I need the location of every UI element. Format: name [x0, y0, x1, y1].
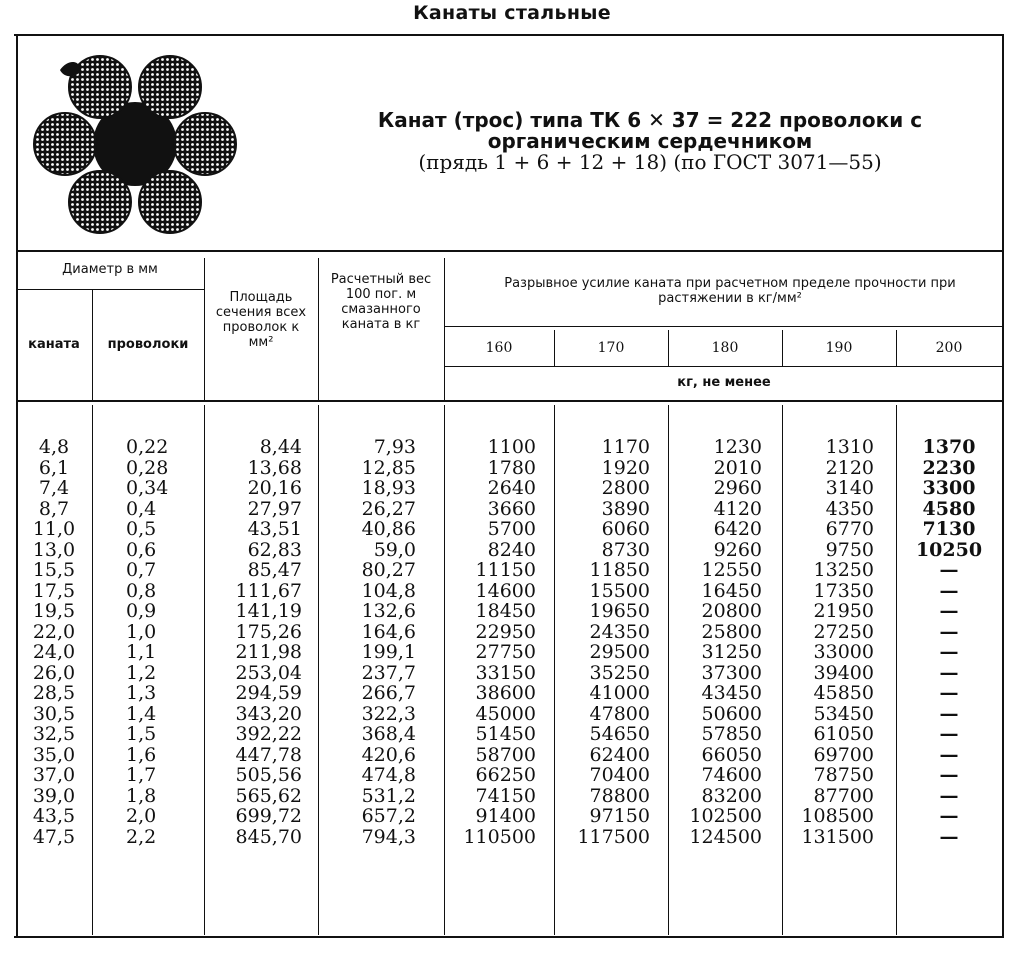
- cell-rope: 35,0: [32, 743, 76, 766]
- body-vrule-8: [896, 405, 897, 935]
- cell-wire: 1,8: [126, 784, 157, 807]
- cell-f200: —: [939, 620, 959, 643]
- cell-f170: 41000: [589, 682, 650, 704]
- cell-f190: 2120: [825, 456, 874, 479]
- cell-f170: 1170: [601, 436, 650, 458]
- cell-f190: 87700: [813, 784, 874, 807]
- cell-weight: 104,8: [361, 579, 416, 602]
- cell-f180: 83200: [701, 784, 762, 807]
- cell-area: 845,70: [235, 825, 302, 848]
- cell-f160: 1780: [487, 456, 536, 479]
- cell-f200: —: [939, 702, 959, 725]
- cell-wire: 1,1: [126, 641, 157, 663]
- cell-f160: 45000: [475, 702, 536, 725]
- vrule-wire: [204, 258, 205, 400]
- cell-wire: 1,6: [126, 743, 157, 766]
- cell-f200: —: [939, 805, 959, 827]
- cell-f200: 3300: [922, 477, 976, 499]
- cell-f170: 1920: [601, 456, 650, 479]
- cell-f180: 43450: [701, 682, 762, 704]
- cell-wire: 0,9: [126, 600, 157, 622]
- cell-rope: 28,5: [32, 682, 76, 704]
- cell-f170: 47800: [589, 702, 650, 725]
- cell-area: 43,51: [247, 518, 302, 540]
- cell-f160: 2640: [487, 477, 536, 499]
- cell-f180: 74600: [701, 764, 762, 786]
- cell-weight: 531,2: [361, 784, 416, 807]
- cell-f200: —: [939, 661, 959, 684]
- cell-f180: 20800: [701, 600, 762, 622]
- cell-f170: 78800: [589, 784, 650, 807]
- caption-line-3: (прядь 1 + 6 + 12 + 18) (по ГОСТ 3071—55): [418, 150, 882, 174]
- cell-f160: 58700: [475, 743, 536, 766]
- strength-190: 190: [825, 340, 853, 356]
- cell-wire: 0,8: [126, 579, 157, 602]
- cell-rope: 43,5: [32, 805, 76, 827]
- body-vrule-3: [318, 405, 319, 935]
- cell-f180: 25800: [701, 620, 762, 643]
- cell-f200: —: [939, 600, 959, 622]
- cell-f160: 22950: [475, 620, 536, 643]
- cell-wire: 2,0: [126, 805, 157, 827]
- cell-f160: 110500: [463, 825, 536, 848]
- cell-rope: 47,5: [32, 825, 76, 848]
- cell-f190: 27250: [813, 620, 874, 643]
- cell-weight: 420,6: [361, 743, 416, 766]
- cell-f200: —: [939, 784, 959, 807]
- cell-f200: —: [939, 723, 959, 745]
- page-title: Канаты стальные: [413, 2, 611, 24]
- cell-f180: 50600: [701, 702, 762, 725]
- cell-f180: 4120: [713, 497, 762, 520]
- strength-170: 170: [597, 340, 625, 356]
- cell-f200: —: [939, 579, 959, 602]
- cell-rope: 32,5: [32, 723, 76, 745]
- cell-rope: 7,4: [38, 477, 70, 499]
- cell-weight: 199,1: [361, 641, 416, 663]
- cell-f180: 6420: [713, 518, 762, 540]
- cell-f170: 62400: [589, 743, 650, 766]
- cell-f200: —: [939, 825, 959, 848]
- cell-wire: 0,7: [126, 559, 157, 581]
- cell-rope: 30,5: [32, 702, 76, 725]
- cell-area: 392,22: [235, 723, 302, 745]
- frame-right-border: [1002, 34, 1004, 938]
- cell-rope: 37,0: [32, 764, 76, 786]
- column-force-170: [558, 437, 650, 847]
- cell-weight: 237,7: [361, 661, 416, 684]
- cell-area: 20,16: [247, 477, 302, 499]
- cell-f180: 31250: [701, 641, 762, 663]
- cell-weight: 132,6: [361, 600, 416, 622]
- cell-wire: 0,6: [126, 538, 157, 561]
- cell-weight: 26,27: [361, 497, 416, 520]
- cell-f160: 14600: [475, 579, 536, 602]
- cell-f160: 1100: [487, 436, 536, 458]
- cell-wire: 1,3: [126, 682, 157, 704]
- cell-f180: 1230: [713, 436, 762, 458]
- cell-f170: 3890: [601, 497, 650, 520]
- cell-rope: 4,8: [38, 436, 70, 458]
- cell-f200: 1370: [922, 436, 976, 458]
- cell-f180: 12550: [701, 559, 762, 581]
- cell-f190: 69700: [813, 743, 874, 766]
- cell-area: 8,44: [259, 436, 302, 458]
- cell-f200: 4580: [922, 497, 976, 520]
- cell-f170: 70400: [589, 764, 650, 786]
- table-top-rule: [16, 250, 1004, 252]
- cell-area: 111,67: [235, 579, 302, 602]
- header-units: кг, не менее: [677, 375, 771, 390]
- cell-f170: 19650: [589, 600, 650, 622]
- cell-area: 343,20: [235, 702, 302, 725]
- cell-wire: 0,34: [126, 477, 169, 499]
- cell-weight: 164,6: [361, 620, 416, 643]
- cell-f190: 4350: [825, 497, 874, 520]
- cell-f200: —: [939, 641, 959, 663]
- rope-cross-section-figure: [30, 52, 240, 237]
- cell-wire: 1,5: [126, 723, 157, 745]
- cell-f180: 2010: [713, 456, 762, 479]
- cell-area: 447,78: [235, 743, 302, 766]
- body-vrule-4: [444, 405, 445, 935]
- cell-f190: 53450: [813, 702, 874, 725]
- cell-f160: 3660: [487, 497, 536, 520]
- cell-f170: 6060: [601, 518, 650, 540]
- cell-f160: 27750: [475, 641, 536, 663]
- cell-weight: 322,3: [361, 702, 416, 725]
- cell-rope: 15,5: [32, 559, 76, 581]
- cell-f180: 2960: [713, 477, 762, 499]
- cell-weight: 368,4: [361, 723, 416, 745]
- strength-200: 200: [935, 340, 963, 356]
- frame-bottom-border: [14, 936, 1004, 938]
- cell-f170: 54650: [589, 723, 650, 745]
- cell-f190: 33000: [813, 641, 874, 663]
- cell-wire: 1,7: [126, 764, 157, 786]
- cell-area: 175,26: [235, 620, 302, 643]
- cell-f160: 74150: [475, 784, 536, 807]
- cell-area: 294,59: [235, 682, 302, 704]
- frame-left-border: [16, 34, 18, 938]
- diameter-rule: [16, 289, 204, 290]
- header-wire: проволоки: [107, 337, 189, 352]
- cell-f180: 37300: [701, 661, 762, 684]
- body-vrule-1: [92, 405, 93, 935]
- column-rope-diameter: [20, 437, 88, 847]
- column-force-180: [672, 437, 762, 847]
- cell-f190: 45850: [813, 682, 874, 704]
- strength-160: 160: [485, 340, 513, 356]
- cell-f180: 9260: [713, 538, 762, 561]
- cell-weight: 18,93: [361, 477, 416, 499]
- cell-f160: 51450: [475, 723, 536, 745]
- cell-f190: 39400: [813, 661, 874, 684]
- cell-f200: 2230: [922, 456, 976, 479]
- header-weight: Расчетный вес 100 пог. м смазанного каната в кг: [330, 272, 432, 332]
- cell-area: 253,04: [235, 661, 302, 684]
- cell-f170: 8730: [601, 538, 650, 561]
- cell-f200: —: [939, 682, 959, 704]
- cell-f200: 7130: [922, 518, 976, 540]
- column-area: [210, 437, 302, 847]
- cell-f200: —: [939, 764, 959, 786]
- cell-f190: 6770: [825, 518, 874, 540]
- cell-area: 27,97: [247, 497, 302, 520]
- header-force: Разрывное усилие каната при расчетном пределе прочности при растяжении в кг/мм²: [504, 276, 956, 306]
- cell-wire: 2,2: [126, 825, 157, 848]
- cell-rope: 17,5: [32, 579, 76, 602]
- body-vrule-5: [554, 405, 555, 935]
- cell-area: 141,19: [235, 600, 302, 622]
- cell-f200: —: [939, 743, 959, 766]
- cell-f200: —: [939, 559, 959, 581]
- cell-rope: 19,5: [32, 600, 76, 622]
- cell-rope: 22,0: [32, 620, 76, 643]
- cell-area: 85,47: [247, 559, 302, 581]
- cell-area: 13,68: [247, 456, 302, 479]
- cell-rope: 8,7: [38, 497, 70, 520]
- cell-rope: 24,0: [32, 641, 76, 663]
- cell-wire: 1,4: [126, 702, 157, 725]
- frame-top-border: [14, 34, 1004, 36]
- cell-weight: 7,93: [373, 436, 416, 458]
- cell-f160: 33150: [475, 661, 536, 684]
- cell-f170: 15500: [589, 579, 650, 602]
- cell-rope: 6,1: [38, 456, 70, 479]
- cell-f190: 21950: [813, 600, 874, 622]
- cell-weight: 40,86: [361, 518, 416, 540]
- header-area: Площадь сечения всех проволок к мм²: [215, 290, 307, 350]
- cell-f190: 13250: [813, 559, 874, 581]
- cell-f160: 8240: [487, 538, 536, 561]
- body-vrule-7: [782, 405, 783, 935]
- column-wire-diameter: [126, 437, 196, 847]
- cell-f180: 102500: [689, 805, 762, 827]
- cell-f160: 5700: [487, 518, 536, 540]
- cell-wire: 1,0: [126, 620, 157, 643]
- cell-f170: 117500: [577, 825, 650, 848]
- header-diameter: Диаметр в мм: [62, 262, 158, 277]
- cell-wire: 0,22: [126, 436, 169, 458]
- cell-weight: 80,27: [361, 559, 416, 581]
- strength-180: 180: [711, 340, 739, 356]
- cell-f180: 57850: [701, 723, 762, 745]
- cell-rope: 13,0: [32, 538, 76, 561]
- cell-wire: 0,5: [126, 518, 157, 540]
- cell-f170: 35250: [589, 661, 650, 684]
- cell-f160: 66250: [475, 764, 536, 786]
- cell-f190: 9750: [825, 538, 874, 561]
- header-rope: каната: [28, 337, 80, 352]
- rope-caption: [330, 110, 970, 173]
- column-weight: [324, 437, 416, 847]
- cell-f170: 97150: [589, 805, 650, 827]
- cell-area: 699,72: [235, 805, 302, 827]
- cell-area: 62,83: [247, 538, 302, 561]
- cell-f190: 17350: [813, 579, 874, 602]
- vrule-area: [318, 258, 319, 400]
- column-force-160: [448, 437, 536, 847]
- cell-f160: 11150: [475, 559, 536, 581]
- cell-weight: 59,0: [373, 538, 416, 561]
- cell-f180: 124500: [689, 825, 762, 848]
- cell-weight: 266,7: [361, 682, 416, 704]
- column-force-190: [786, 437, 874, 847]
- cell-f180: 16450: [701, 579, 762, 602]
- cell-f170: 11850: [589, 559, 650, 581]
- header-bottom-rule: [16, 400, 1004, 402]
- cell-wire: 0,28: [126, 456, 169, 479]
- cell-rope: 11,0: [32, 518, 76, 540]
- cell-wire: 1,2: [126, 661, 157, 684]
- body-vrule-6: [668, 405, 669, 935]
- cell-f190: 78750: [813, 764, 874, 786]
- cell-f180: 66050: [701, 743, 762, 766]
- cell-f170: 24350: [589, 620, 650, 643]
- strength-row-rule: [444, 366, 1004, 367]
- cell-weight: 474,8: [361, 764, 416, 786]
- body-vrule-2: [204, 405, 205, 935]
- cell-area: 505,56: [235, 764, 302, 786]
- cell-f170: 2800: [601, 477, 650, 499]
- caption-line-1: Канат (трос) типа ТК 6 ✕ 37 = 222 проволоки с: [377, 108, 923, 132]
- cell-f190: 108500: [801, 805, 874, 827]
- cell-f160: 18450: [475, 600, 536, 622]
- force-title-rule: [444, 326, 1004, 327]
- cell-f160: 91400: [475, 805, 536, 827]
- cell-rope: 39,0: [32, 784, 76, 807]
- cell-f190: 131500: [801, 825, 874, 848]
- cell-f190: 1310: [825, 436, 874, 458]
- cell-f160: 38600: [475, 682, 536, 704]
- cell-f170: 29500: [589, 641, 650, 663]
- cell-wire: 0,4: [126, 497, 157, 520]
- cell-f200: 10250: [915, 538, 983, 561]
- cell-f190: 61050: [813, 723, 874, 745]
- cell-weight: 794,3: [361, 825, 416, 848]
- cell-area: 565,62: [235, 784, 302, 807]
- cell-area: 211,98: [235, 641, 302, 663]
- cell-rope: 26,0: [32, 661, 76, 684]
- column-force-200: [900, 437, 998, 847]
- cell-weight: 657,2: [361, 805, 416, 827]
- caption-line-2: органическим сердечником: [487, 129, 813, 153]
- cell-weight: 12,85: [361, 456, 416, 479]
- cell-f190: 3140: [825, 477, 874, 499]
